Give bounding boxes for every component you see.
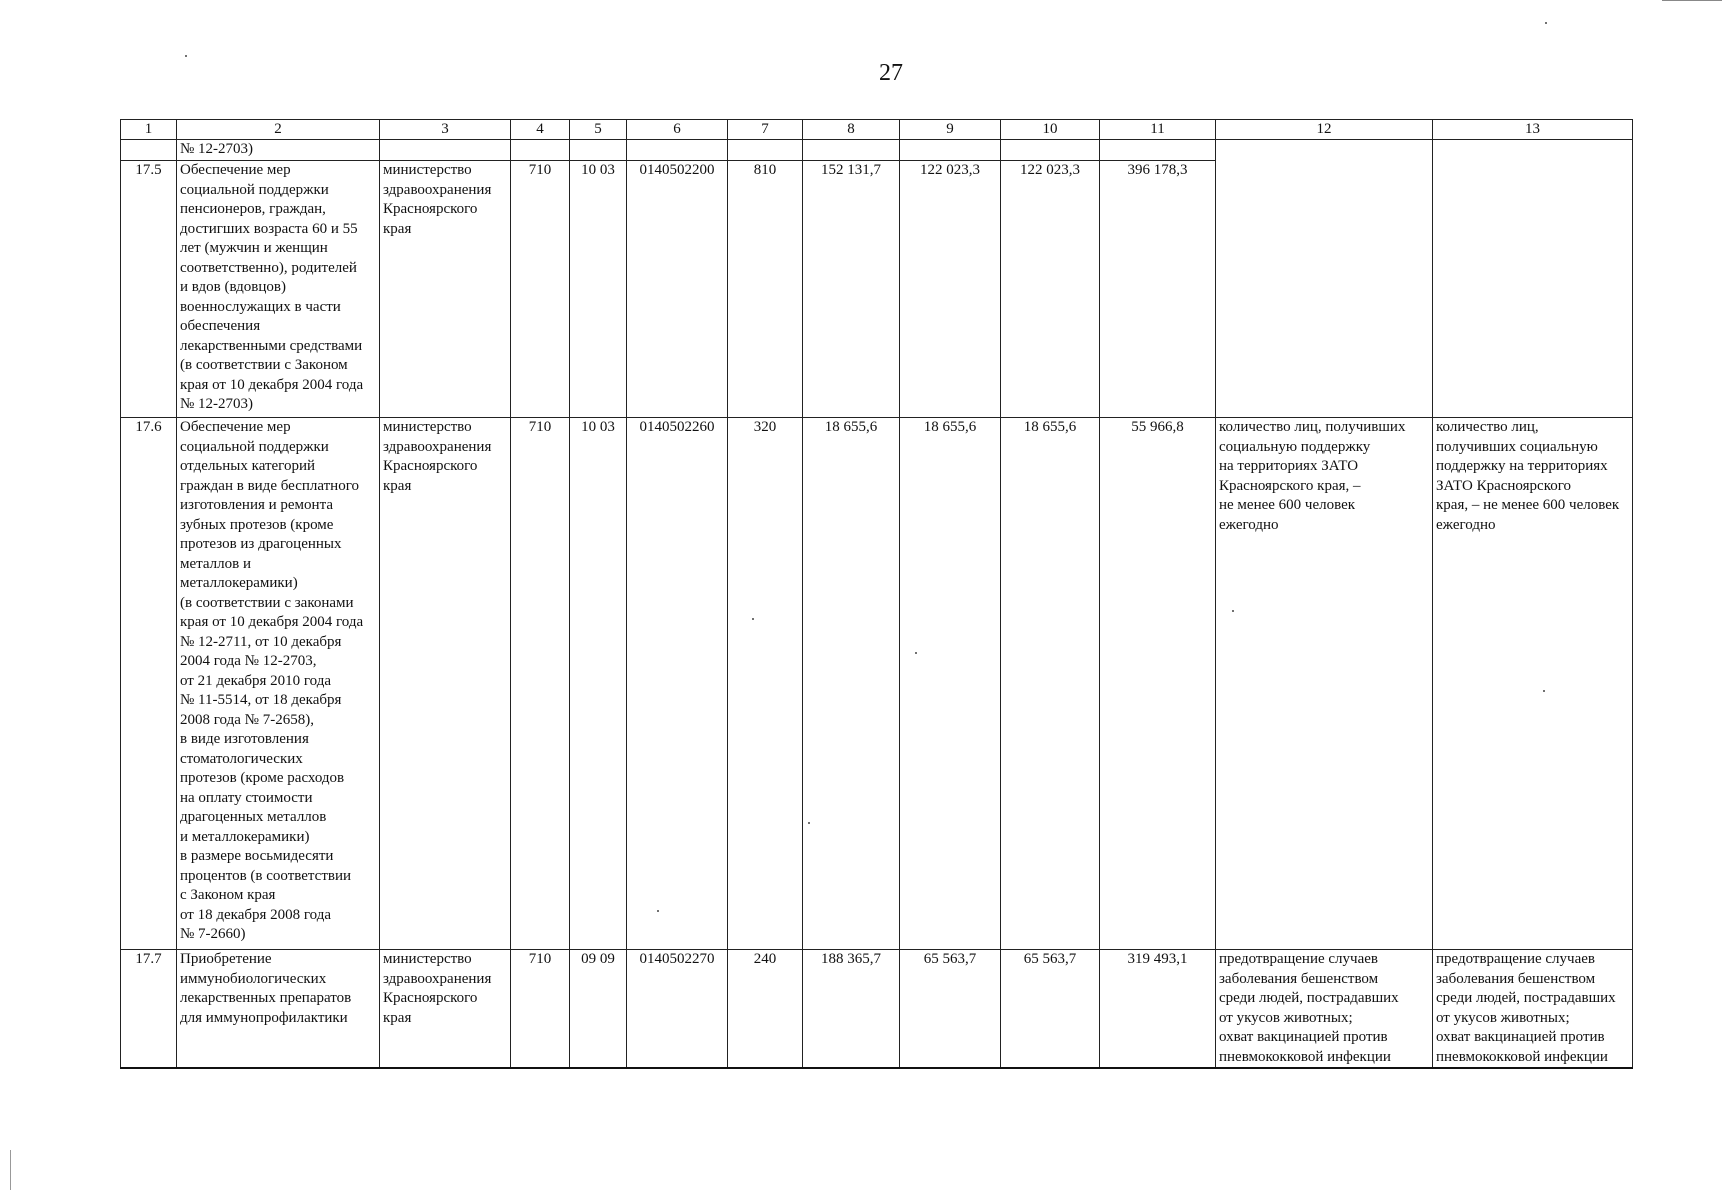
cell-vr: 810	[728, 161, 803, 418]
column-number: 13	[1433, 120, 1633, 140]
page-number: 27	[879, 60, 903, 86]
cell-empty	[380, 140, 511, 161]
cell-empty	[570, 140, 627, 161]
cell-empty	[1001, 140, 1100, 161]
cell-rzpr: 10 03	[570, 418, 627, 950]
cell-num: 17.6	[121, 418, 177, 950]
column-number: 5	[570, 120, 627, 140]
cell-empty	[511, 140, 570, 161]
continuation-row	[121, 140, 1633, 161]
cell-amount-year3: 18 655,6	[1001, 418, 1100, 950]
scan-speck	[1545, 22, 1547, 24]
cell-amount-total: 55 966,8	[1100, 418, 1216, 950]
cell-result-indicator: предотвращение случаев заболевания бешенством среди людей, пострадавших от укусов животных; охват вакцинацией против пневмококковой инфекции	[1216, 950, 1433, 1069]
cell-executor: министерство здравоохранения Красноярского края	[380, 418, 511, 950]
column-number: 4	[511, 120, 570, 140]
cell-num: 17.7	[121, 950, 177, 1069]
cell-empty	[1216, 140, 1433, 418]
cell-description: Приобретение иммунобиологических лекарственных препаратов для иммунопрофилактики	[177, 950, 380, 1069]
cell-csr: 0140502200	[627, 161, 728, 418]
cell-empty	[728, 140, 803, 161]
cell-amount-year1: 188 365,7	[803, 950, 900, 1069]
column-number: 3	[380, 120, 511, 140]
cell-result-indicator: количество лиц, получивших социальную поддержку на территориях ЗАТО Красноярского края, – не менее 600 человек ежегодно	[1216, 418, 1433, 950]
cell-amount-year1: 152 131,7	[803, 161, 900, 418]
cell-executor: министерство здравоохранения Красноярского края	[380, 161, 511, 418]
cell-amount-year3: 122 023,3	[1001, 161, 1100, 418]
cell-rzpr: 09 09	[570, 950, 627, 1069]
column-number: 11	[1100, 120, 1216, 140]
cell-csr: 0140502260	[627, 418, 728, 950]
cell-amount-total: 319 493,1	[1100, 950, 1216, 1069]
cell-amount-year2: 122 023,3	[900, 161, 1001, 418]
cell-grbs: 710	[511, 161, 570, 418]
scan-margin-mark	[10, 1150, 11, 1190]
cell-csr: 0140502270	[627, 950, 728, 1069]
cell-empty	[900, 140, 1001, 161]
column-number: 2	[177, 120, 380, 140]
table-row	[121, 418, 1633, 950]
cell-amount-year1: 18 655,6	[803, 418, 900, 950]
cell-empty	[1100, 140, 1216, 161]
scan-speck	[185, 55, 187, 57]
cell-amount-year3: 65 563,7	[1001, 950, 1100, 1069]
cell-target-indicator: предотвращение случаев заболевания бешенством среди людей, пострадавших от укусов животных; охват вакцинацией против пневмококковой инфекции	[1433, 950, 1633, 1069]
scan-corner-mark	[1662, 0, 1722, 5]
cell-vr: 320	[728, 418, 803, 950]
column-number: 8	[803, 120, 900, 140]
column-number: 9	[900, 120, 1001, 140]
cell-description: Обеспечение мер социальной поддержки отдельных категорий граждан в виде бесплатного изготовления и ремонта зубных протезов (кроме протезов из драгоценных металлов и металлокерамики) (в соответствии с законами края от 10 декабря 2004 года № 12-2711, от 10 декабря 2004 года № 12-2703, от 21 декабря 2010 года № 11-5514, от 18 декабря 2008 года № 7-2658), в виде изготовления стоматологических протезов (кроме расходов на оплату стоимости драгоценных металлов и металлокерамики) в размере восьмидесяти процентов (в соответствии с Законом края от 18 декабря 2008 года № 7-2660)	[177, 418, 380, 950]
cell-executor: министерство здравоохранения Красноярского края	[380, 950, 511, 1069]
cell-grbs: 710	[511, 418, 570, 950]
cell-amount-year2: 65 563,7	[900, 950, 1001, 1069]
cell-vr: 240	[728, 950, 803, 1069]
cell-num: 17.5	[121, 161, 177, 418]
column-number: 12	[1216, 120, 1433, 140]
cell-grbs: 710	[511, 950, 570, 1069]
table-row	[121, 950, 1633, 1069]
cell-rzpr: 10 03	[570, 161, 627, 418]
column-number: 7	[728, 120, 803, 140]
cell-empty	[627, 140, 728, 161]
column-number-row	[121, 120, 1633, 140]
column-number: 10	[1001, 120, 1100, 140]
cell-amount-total: 396 178,3	[1100, 161, 1216, 418]
cell-num	[121, 140, 177, 161]
cell-target-indicator: количество лиц, получивших социальную поддержку на территориях ЗАТО Красноярского края, – не менее 600 человек ежегодно	[1433, 418, 1633, 950]
cell-empty	[1433, 140, 1633, 418]
cell-description: Обеспечение мер социальной поддержки пенсионеров, граждан, достигших возраста 60 и 55 лет (мужчин и женщин соответственно), родителей и вдов (вдовцов) военнослужащих в части обеспечения лекарственными средствами (в соответствии с Законом края от 10 декабря 2004 года № 12-2703)	[177, 161, 380, 418]
cell-amount-year2: 18 655,6	[900, 418, 1001, 950]
column-number: 6	[627, 120, 728, 140]
cell-empty	[803, 140, 900, 161]
column-number: 1	[121, 120, 177, 140]
cell-description: № 12-2703)	[177, 140, 380, 161]
program-table	[120, 119, 1633, 1069]
